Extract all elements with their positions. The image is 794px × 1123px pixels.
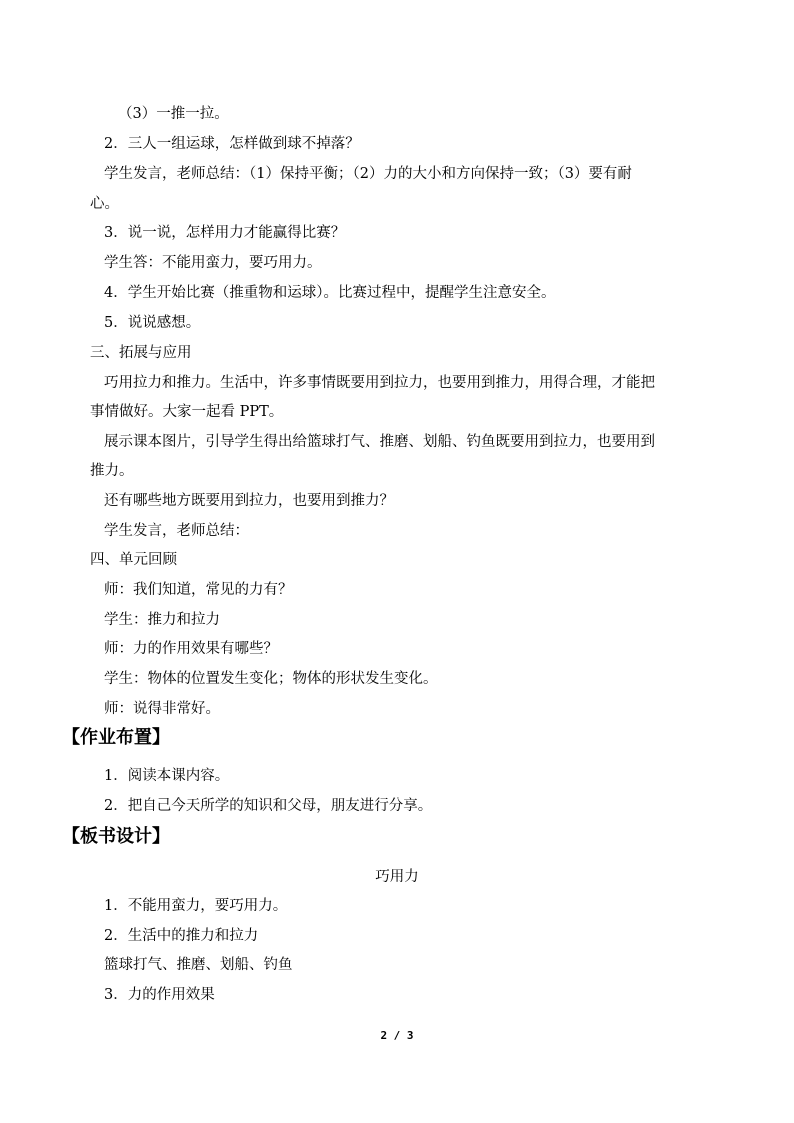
text-line: 事情做好。大家一起看 PPT。 — [90, 404, 284, 420]
text-line: 展示课本图片，引导学生得出给篮球打气、推磨、划船、钓鱼既要用到拉力，也要用到 — [104, 434, 655, 450]
board-item: 1．不能用蛮力，要巧用力。 — [104, 898, 288, 914]
text-line: 心。 — [90, 196, 119, 212]
text-line: 师：我们知道，常见的力有？ — [104, 582, 293, 598]
homework-item: 1．阅读本课内容。 — [104, 768, 230, 784]
text-line: 5．说说感想。 — [104, 315, 201, 331]
section-heading: 三、拓展与应用 — [90, 345, 192, 361]
board-item: 3．力的作用效果 — [104, 987, 215, 1003]
homework-item: 2．把自己今天所学的知识和父母，朋友进行分享。 — [104, 798, 433, 814]
board-item: 2．生活中的推力和拉力 — [104, 928, 259, 944]
text-line: 推力。 — [90, 463, 134, 479]
text-line: 学生：物体的位置发生变化；物体的形状发生变化。 — [104, 671, 438, 687]
section-heading: 四、单元回顾 — [90, 552, 177, 568]
text-line: 师：说得非常好。 — [104, 701, 220, 717]
homework-heading: 【作业布置】 — [62, 727, 170, 748]
board-design-title: 巧用力 — [375, 869, 419, 885]
text-line: 2．三人一组运球，怎样做到球不掉落？ — [104, 136, 360, 152]
text-line: 师：力的作用效果有哪些？ — [104, 641, 278, 657]
text-line: 学生发言，老师总结：（1）保持平衡；（2）力的大小和方向保持一致；（3）要有耐 — [104, 166, 632, 182]
text-line: 学生答：不能用蛮力，要巧用力。 — [104, 255, 322, 271]
board-item: 篮球打气、推磨、划船、钓鱼 — [104, 957, 293, 973]
text-line: 3．说一说，怎样用力才能赢得比赛？ — [104, 225, 346, 241]
page-number: 2 / 3 — [380, 1029, 414, 1042]
text-line: （3）一推一拉。 — [118, 106, 229, 122]
board-design-heading: 【板书设计】 — [62, 826, 170, 847]
text-line: 巧用拉力和推力。生活中，许多事情既要用到拉力，也要用到推力，用得合理，才能把 — [104, 375, 655, 391]
text-line: 4．学生开始比赛（推重物和运球）。比赛过程中，提醒学生注意安全。 — [104, 285, 556, 301]
text-line: 学生：推力和拉力 — [104, 612, 220, 628]
text-line: 还有哪些地方既要用到拉力，也要用到推力？ — [104, 493, 394, 509]
text-line: 学生发言，老师总结： — [104, 523, 249, 539]
